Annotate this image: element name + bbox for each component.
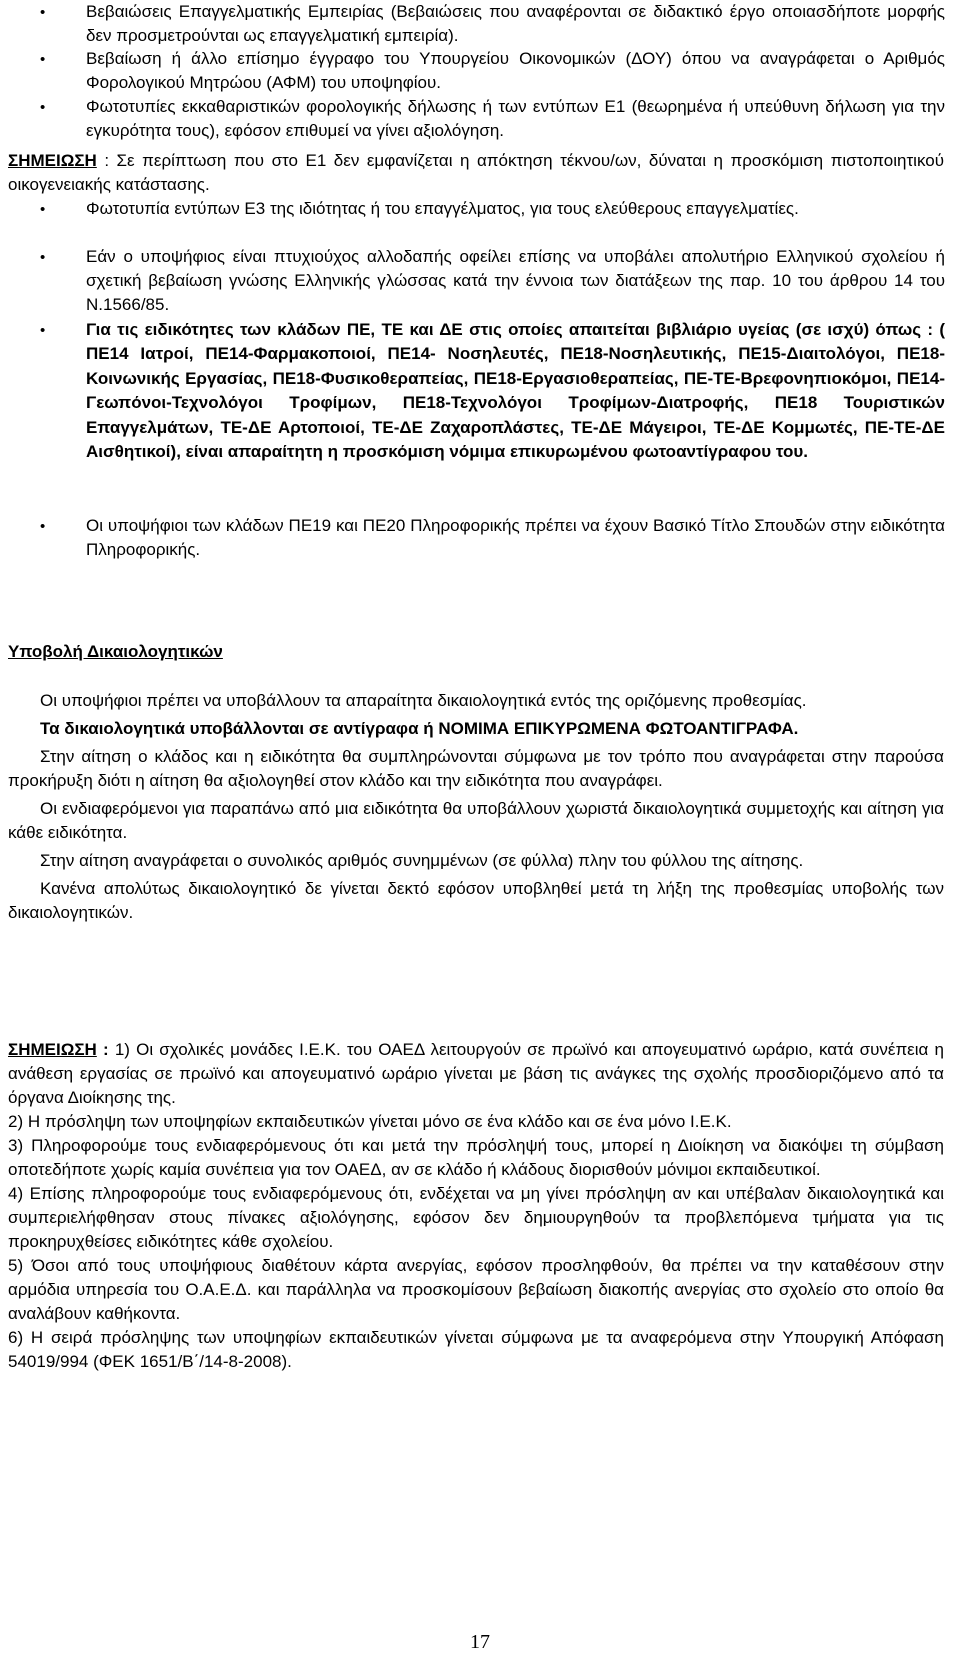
bullet-item-experience bbox=[40, 0, 945, 48]
bullet-text: Οι υποψήφιοι των κλάδων ΠΕ19 και ΠΕ20 Πληροφορικής πρέπει να έχουν Βασικό Τίτλο Σπουδών στην ειδικότητα Πληροφορικής. bbox=[86, 516, 945, 559]
submission-paragraph: Στην αίτηση αναγράφεται ο συνολικός αριθμός συνημμένων (σε φύλλα) πλην του φύλλου της αίτησης. bbox=[40, 851, 804, 870]
bullet-icon: • bbox=[40, 322, 46, 339]
bullet-item-health-booklet bbox=[40, 318, 945, 464]
bullet-item-e3 bbox=[40, 197, 945, 221]
submission-block bbox=[8, 689, 944, 925]
bullet-text: Φωτοτυπία εντύπων Ε3 της ιδιότητας ή του επαγγέλματος, για τους ελεύθερους επαγγελματίες. bbox=[86, 199, 799, 218]
bullet-item-tax-returns bbox=[40, 95, 945, 143]
bullet-icon: • bbox=[40, 51, 46, 68]
bullet-item-foreign-degree bbox=[40, 245, 945, 317]
bullet-text: Φωτοτυπίες εκκαθαριστικών φορολογικής δήλωσης ή των εντύπων Ε1 (θεωρημένα ή υπεύθυνη δήλωση για την εγκυρότητα τους), εφόσον επιθυμεί να γίνει αξιολόγηση. bbox=[86, 97, 945, 140]
section-heading: Υποβολή Δικαιολογητικών bbox=[8, 642, 223, 661]
submission-paragraph-bold: Τα δικαιολογητικά υποβάλλονται σε αντίγραφα ή ΝΟΜΙΜΑ ΕΠΙΚΥΡΩΜΕΝΑ ΦΩΤΟΑΝΤΙΓΡΑΦΑ. bbox=[40, 719, 799, 738]
note-e1 bbox=[8, 149, 944, 197]
bullet-text: Βεβαίωση ή άλλο επίσημο έγγραφο του Υπουργείου Οικονομικών (ΔΟΥ) όπου να αναγράφεται ο Αριθμός Φορολογικού Μητρώου (ΑΦΜ) του υποψηφίου. bbox=[86, 49, 945, 92]
submission-paragraph: Κανένα απολύτως δικαιολογητικό δε γίνεται δεκτό εφόσον υποβληθεί μετά τη λήξη της προθεσμίας υποβολής των δικαιολογητικών. bbox=[8, 879, 944, 922]
bullet-icon: • bbox=[40, 4, 46, 21]
note-text: 1) Οι σχολικές μονάδες Ι.Ε.Κ. του ΟΑΕΔ λειτουργούν σε πρωϊνό και απογευματινό ωράριο, κατά συνέπεια η ανάθεση εργασίας σε πρωϊνό και απογευματινό ωράριο γίνεται με βάση τις ανάγκες της σχολής προσδιοριζόμενο από τα όργανα Διοίκησης της. bbox=[8, 1040, 944, 1107]
bullet-icon: • bbox=[40, 99, 46, 116]
note-5: 5) Όσοι από τους υποψήφιους διαθέτουν κάρτα ανεργίας, εφόσον προσληφθούν, θα πρέπει να την καταθέσουν στην αρμόδια υπηρεσία του Ο.Α.Ε.Δ. και παράλληλα να προσκομίσουν βεβαίωση διακοπής ανεργίας στο σχολείο στο οποίο θα αναλάβουν καθήκοντα. bbox=[8, 1256, 944, 1323]
bullet-text: Εάν ο υποψήφιος είναι πτυχιούχος αλλοδαπής οφείλει επίσης να υποβάλει απολυτήριο Ελληνικού σχολείου ή σχετική βεβαίωση γνώσης Ελληνικής γλώσσας κατά την έννοια των διατάξεων της παρ. 10 του άρθρου 14 του Ν.1566/85. bbox=[86, 247, 945, 314]
bullet-icon: • bbox=[40, 249, 46, 266]
submission-paragraph: Στην αίτηση ο κλάδος και η ειδικότητα θα συμπληρώνονται σύμφωνα με τον τρόπο που αναγράφεται στην παρούσα προκήρυξη διότι η αίτηση θα αξιολογηθεί στον κλάδο και την ειδικότητα που αναγράφει. bbox=[8, 747, 944, 790]
note-4: 4) Επίσης πληροφορούμε τους ενδιαφερόμενους ότι, ενδέχεται να μη γίνει πρόσληψη αν και υπέβαλαν δικαιολογητικά και συμπεριελήφθησαν στους πίνακες αξιολόγησης, εφόσον δεν δημιουργηθούν τα προβλεπόμενα τμήματα για τις προκηρυχθείσες ειδικότητες κάθε σχολείου. bbox=[8, 1184, 944, 1251]
page-number: 17 bbox=[470, 1631, 490, 1653]
bullet-item-informatics bbox=[40, 514, 945, 562]
bullet-icon: • bbox=[40, 518, 46, 535]
note-label: ΣΗΜΕΙΩΣΗ bbox=[8, 151, 97, 170]
submission-paragraph: Οι ενδιαφερόμενοι για παραπάνω από μια ειδικότητα θα υποβάλλουν χωριστά δικαιολογητικά συμμετοχής και αίτηση για κάθε ειδικότητα. bbox=[8, 799, 944, 842]
notes-colon: : bbox=[96, 1040, 109, 1059]
bullet-item-tax-id bbox=[40, 47, 945, 95]
notes-label: ΣΗΜΕΙΩΣΗ bbox=[8, 1040, 97, 1059]
bullet-text: Για τις ειδικότητες των κλάδων ΠΕ, ΤΕ και ΔΕ στις οποίες απαιτείται βιβλιάριο υγείας (σε ισχύ) όπως : ( ΠΕ14 Ιατροί, ΠΕ14-Φαρμακοποιοί, ΠΕ14- Νοσηλευτές, ΠΕ18-Νοσηλευτικής, ΠΕ15-Διαιτολόγοι, ΠΕ18-Κοινωνικής Εργασίας, ΠΕ18-Φυσικοθεραπείας, ΠΕ18-Εργασιοθεραπείας, ΠΕ-ΤΕ-Βρεφονηπιοκόμοι, ΠΕ14-Γεωπόνοι-Τεχνολόγοι Τροφίμων, ΠΕ18-Τεχνολόγοι Τροφίμων-Διατροφής, ΠΕ18 Τουριστικών Επαγγελμάτων, ΤΕ-ΔΕ Αρτοποιοί, ΤΕ-ΔΕ Ζαχαροπλάστες, ΤΕ-ΔΕ Μάγειροι, ΤΕ-ΔΕ Κομμωτές, ΠΕ-ΤΕ-ΔΕ Αισθητικοί), είναι απαραίτητη η προσκόμιση νόμιμα επικυρωμένου φωτοαντίγραφου του. bbox=[86, 320, 945, 462]
note-2: 2) Η πρόσληψη των υποψηφίων εκπαιδευτικών γίνεται μόνο σε ένα κλάδο και σε ένα μόνο Ι.Ε.Κ. bbox=[8, 1112, 732, 1131]
bullet-icon: • bbox=[40, 201, 46, 218]
note-1 bbox=[8, 1038, 944, 1110]
note-3: 3) Πληροφορούμε τους ενδιαφερόμενους ότι και μετά την πρόσληψή τους, μπορεί η Διοίκηση να διακόψει τη σύμβαση οποτεδήποτε χωρίς καμία συνέπεια για τον ΟΑΕΔ, αν σε κλάδο ή κλάδους διορισθούν μόνιμοι εκπαιδευτικοί. bbox=[8, 1136, 944, 1179]
submission-paragraph: Οι υποψήφιοι πρέπει να υποβάλλουν τα απαραίτητα δικαιολογητικά εντός της οριζόμενης προθεσμίας. bbox=[40, 691, 807, 710]
note-6: 6) Η σειρά πρόσληψης των υποψηφίων εκπαιδευτικών γίνεται σύμφωνα με τα αναφερόμενα στην Υπουργική Απόφαση 54019/994 (ΦΕΚ 1651/Β΄/14-8-2008). bbox=[8, 1328, 944, 1371]
note-text: : Σε περίπτωση που στο Ε1 δεν εμφανίζεται η απόκτηση τέκνου/ων, δύναται η προσκόμιση πιστοποιητικού οικογενειακής κατάστασης. bbox=[8, 151, 944, 194]
notes-block bbox=[8, 1038, 944, 1374]
bullet-text: Βεβαιώσεις Επαγγελματικής Εμπειρίας (Βεβαιώσεις που αναφέρονται σε διδακτικό έργο οποιασδήποτε μορφής δεν προσμετρούνται ως επαγγελματική εμπειρία). bbox=[86, 2, 945, 45]
